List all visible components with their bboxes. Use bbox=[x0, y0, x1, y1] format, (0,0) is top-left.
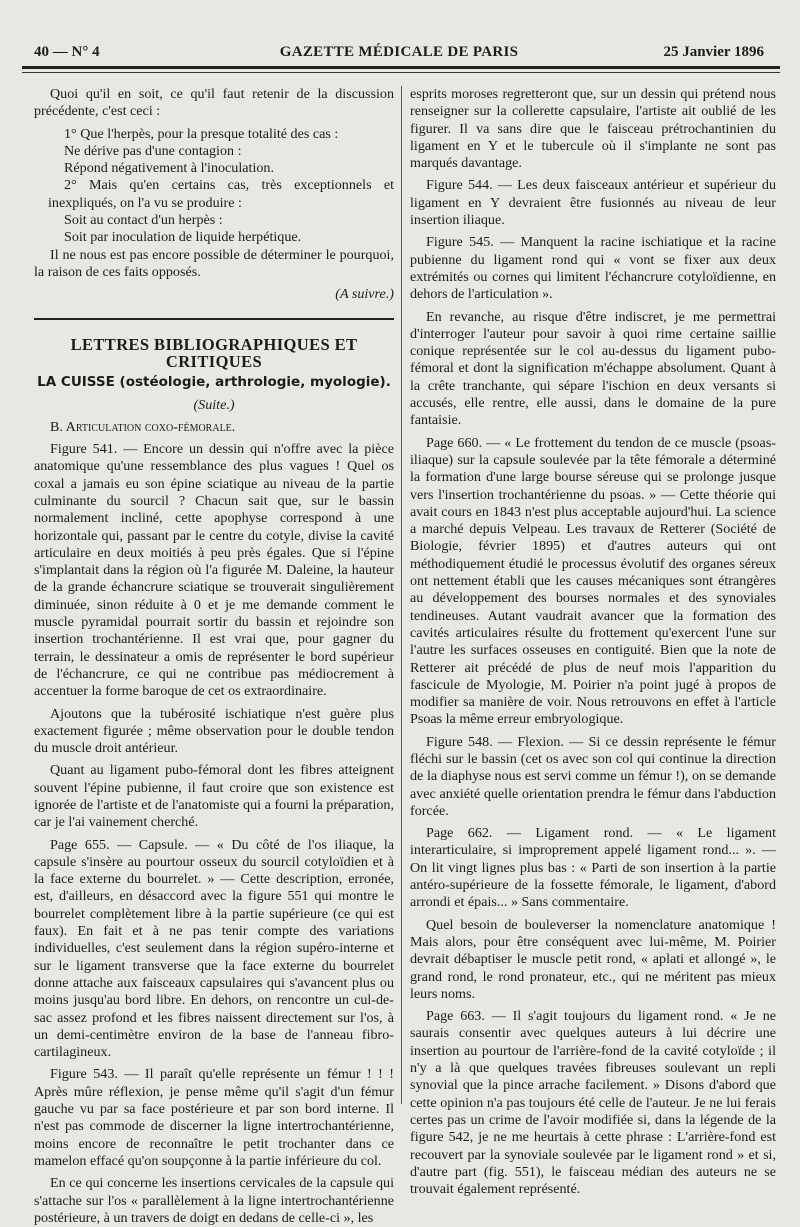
conclusion-item: Soit par inoculation de liquide herpétique. bbox=[64, 229, 302, 246]
header-rule-thin bbox=[22, 72, 780, 73]
paragraph: Figure 548. — Flexion. — Si ce dessin représente le fémur fléchi sur le bassin (cet os avec son col qui continue la direction de la diaphyse nous est servi comme un fémur !), on se demande avec anxiété quelle orientation prendra le fémur dans l'abduction forcée. bbox=[410, 733, 776, 819]
conclusion-item: Soit au contact d'un herpès : bbox=[64, 212, 223, 229]
section-title: LETTRES BIBLIOGRAPHIQUES ET CRITIQUES bbox=[70, 334, 358, 371]
conclusion-closing: Il ne nous est pas encore possible de déterminer le pourquoi, la raison de ces faits opposés. bbox=[34, 246, 394, 280]
conclusion-item: Ne dérive pas d'une contagion : bbox=[64, 142, 242, 159]
paragraph: Figure 544. — Les deux faisceaux antérieur et supérieur du ligament en Y devraient être fusionnés au niveau de leur insertion iliaque. bbox=[410, 177, 776, 229]
paragraph: En revanche, au risque d'être indiscret, je me permettrai d'interroger l'auteur pour savoir à quoi rime certaine saillie conique représentée sur le col au-dessus du ligament pubo-fémoral et dont la signification m'échappe absolument. Quant à la crête tranchante, qui sépare l'ischion en deux versants si accusés, elle rentre, elle aussi, dans le domaine de la pure fantaisie. bbox=[410, 308, 776, 429]
right-column bbox=[410, 86, 776, 1198]
subheading: B. Articulation coxo-fémorale. bbox=[50, 418, 236, 435]
to-be-continued: (A suivre.) bbox=[335, 286, 394, 303]
section-subtitle: LA CUISSE (ostéologie, arthrologie, myologie). bbox=[37, 374, 391, 391]
paragraph: En ce qui concerne les insertions cervicales de la capsule qui s'attache sur l'os « parallèlement à la ligne intertrochantérienne postérieure, à un travers de doigt en dedans de celle-ci », les bbox=[34, 1175, 394, 1226]
paragraph: Figure 541. — Encore un dessin qui n'offre avec la pièce anatomique qu'une ressemblance des plus vagues ! Quel os coxal a jamais eu son épine sciatique au niveau de la partie culminante du sourcil ? Chacun sait que, sur le bassin normalement incliné, cette apophyse correspond à une horizontale qui, passant par le centre du cotyle, divise la cavité articulaire en deux moitiés à peu près égales. Que si l'épine s'implantait dans la région où l'a figurée M. Daleine, la hauteur de la grande échancrure sciatique se trouverait singulièrement diminuée, sinon réduite à 0 et je me demande comment le muscle pyramidal pourrait sortir du bassin et rejoindre son insertion trochantérienne. Il est vrai que, pour gagner du terrain, le dessinateur a omis de représenter le bord supérieur de l'échancrure, ce qui ne contribue pas médiocrement à accentuer la forme baroque de cet os extraordinaire. bbox=[34, 441, 394, 700]
column-divider bbox=[401, 86, 402, 1104]
paragraph: Page 660. — « Le frottement du tendon de ce muscle (psoas-iliaque) sur la capsule soulevée par la tête fémorale a déterminé la formation d'une large bourse séreuse qui se prolonge jusque vers l'insertion trochantérienne du psoas. » — Cette théorie qui avait cours en 1843 n'est plus acceptable aujourd'hui. La science a marché depuis Velpeau. Les travaux de Retterer (Société de Biologie, février 1895) et d'autres auteurs qui ont méthodiquement étudié le processus évolutif des organes séreux ont nettement établi que les causes mécaniques sont étrangères au développement des bourses normales et des synoviales tendineuses. Autant vaudrait avancer que la formation des cavités articulaires résulte du frottement qu'exercent l'une sur l'autre les surfaces osseuses en contiguité. Bien que la note de Retterer ait précédé de plus de neuf mois l'apparition du fascicule de Myologie, M. Poirier n'a point jugé à propos de modifier sa manière de voir. Nous retrouvons en effet à l'article Psoas la même erreur embryologique. bbox=[410, 434, 776, 728]
paragraph: Figure 543. — Il paraît qu'elle représente un fémur ! ! ! Après mûre réflexion, je pense même qu'il s'agit d'un fémur gauche vu par sa face postérieure et par son bord interne. Il n'est pas commode de discerner la ligne intertrochantérienne, moins encore de reconnaître le petit trochanter dans ce mamelon effacé qu'on soupçonne à la partie inférieure du col. bbox=[34, 1066, 394, 1169]
paragraph: Ajoutons que la tubérosité ischiatique n'est guère plus exactement figurée ; même observation pour le double tendon du muscle droit antérieur. bbox=[34, 705, 394, 757]
left-column bbox=[34, 86, 394, 1226]
section-divider bbox=[34, 318, 394, 320]
paragraph: Figure 545. — Manquent la racine ischiatique et la racine pubienne du ligament rond qui « vont se fixer aux deux extrémités ou cornes qui limitent l'échancrure cotyloïdienne, en dehors de l'articulation ». bbox=[410, 234, 776, 303]
conclusion-intro: Quoi qu'il en soit, ce qu'il faut retenir de la discussion précédente, c'est ceci : bbox=[34, 86, 394, 120]
header-rule-thick bbox=[22, 66, 780, 69]
running-head bbox=[34, 44, 764, 62]
journal-title: GAZETTE MÉDICALE DE PARIS bbox=[279, 44, 519, 60]
conclusion-item: 2° Mais qu'en certains cas, très exceptionnels et inexpliqués, on l'a vu se produire : bbox=[48, 177, 394, 211]
paragraph: Page 655. — Capsule. — « Du côté de l'os iliaque, la capsule s'insère au pourtour osseux du sourcil cotyloïdien et à la face externe du bourrelet. » — Cette description, erronée, est, d'ailleurs, en désaccord avec la figure 551 qui montre le bourrelet complètement libre à la partie supérieure (ce qui est faux). En fait et à ne pas tenir compte des variations individuelles, c'est seulement dans la région supéro-interne et sur le ligament transverse que la face externe du bourrelet donne attache aux faisceaux capsulaires qui s'avancent plus ou moins jusqu'au bord libre. En dehors, on rencontre un cul-de-sac assez profond et les fibres naissent directement sur l'os, à un demi-centimètre environ de la base de l'anneau fibro-cartilagineux. bbox=[34, 836, 394, 1061]
paragraph: Quel besoin de bouleverser la nomenclature anatomique ! Mais alors, pour être conséquent avec lui-même, M. Poirier devrait débaptiser le muscle petit rond, « aplati et allongé », le grand rond, le rond pronateur, etc., qui ne méritent pas mieux leurs noms. bbox=[410, 916, 776, 1002]
paragraph: Page 663. — Il s'agit toujours du ligament rond. « Je ne saurais consentir avec quelques auteurs à lui décrire une insertion au pourtour de l'arrière-fond de la cavité cotyloïde ; il n'y a là que quelques travées fibreuses soulevant un repli synovial que la pince arrache facilement. » Disons d'abord que cette opinion n'a pas toujours été celle de l'auteur. Je ne lui ferais certes pas un crime de l'avoir modifiée si, dans la légende de la figure 542, je ne me heurtais à cette phrase : L'arrière-fond est recouvert par la synoviale soulevée par le ligament rond » et si, d'autre part (fig. 551), le faisceau médian des auteurs ne se trouvait également représenté. bbox=[410, 1008, 776, 1198]
conclusion-item: Répond négativement à l'inoculation. bbox=[64, 160, 274, 177]
page-number: 40 — N° 4 bbox=[34, 44, 100, 60]
paragraph: esprits moroses regretteront que, sur un dessin qui prétend nous renseigner sur la collerette capsulaire, l'artiste ait oublié de les figurer. Il va sans dire que le faisceau prétrochantinien du ligament en Y et le tubercule où il s'implante ne sont pas marqués davantage. bbox=[410, 86, 776, 172]
issue-date: 25 Janvier 1896 bbox=[663, 44, 764, 60]
conclusion-item: 1° Que l'herpès, pour la presque totalité des cas : bbox=[64, 125, 339, 142]
section-continuation: (Suite.) bbox=[193, 397, 235, 414]
paragraph: Quant au ligament pubo-fémoral dont les fibres atteignent souvent l'épine pubienne, il faut croire que son existence est ignorée de l'artiste et de l'anatomiste qui a fourni la préparation, car je l'ai vainement cherché. bbox=[34, 762, 394, 831]
paragraph: Page 662. — Ligament rond. — « Le ligament interarticulaire, si improprement appelé ligament rond... ». — On lit vingt lignes plus bas : « Parti de son insertion à la partie antéro-supérieure de la fossette fémorale, le ligament, d'abord arrondi et épais... » Sans commentaire. bbox=[410, 825, 776, 911]
